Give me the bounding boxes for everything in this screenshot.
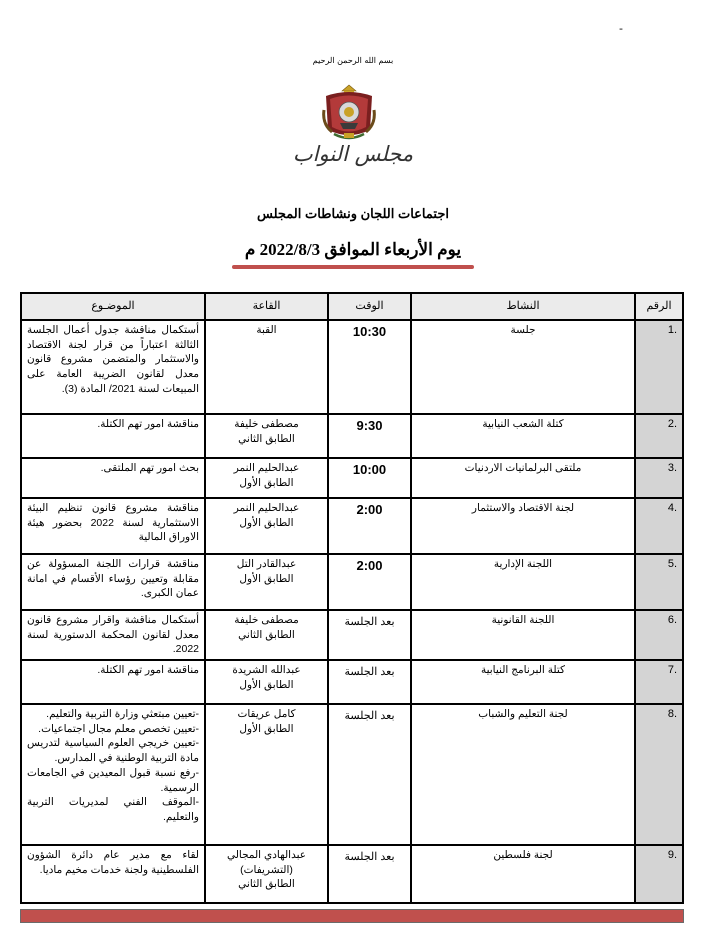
row-number: .9 xyxy=(635,845,683,903)
table-row xyxy=(21,458,683,498)
topic-cell xyxy=(21,458,205,498)
time-cell: 2:00 xyxy=(328,554,411,610)
topic-line: -رفع نسبة قبول المعيدين في الجامعات الرسمية. xyxy=(27,766,199,794)
time-cell: بعد الجلسة xyxy=(328,660,411,704)
topic-cell xyxy=(21,554,205,610)
schedule-table xyxy=(20,292,684,904)
hall-line: الطابق الأول xyxy=(239,678,294,691)
header-hall: القاعة xyxy=(205,293,328,320)
hall-line: كامل عريقات xyxy=(237,708,296,721)
parliament-logo-text: مجلس النواب xyxy=(292,142,414,166)
topic-line: مناقشة امور تهم الكتلة. xyxy=(97,664,199,677)
header-time: الوقت xyxy=(328,293,411,320)
activity-cell: كتلة الشعب النيابية xyxy=(411,414,635,458)
hall-line: عبدالله الشريدة xyxy=(232,664,301,677)
activity-cell: لجنة التعليم والشباب xyxy=(411,704,635,845)
topic-line: أستكمال مناقشة جدول أعمال الجلسة الثالثة اعتباراً من قرار لجنة الاقتصاد والاستثمار والمتضمن مشروع قانون معدل لقانون الضريبة العامة على المبيعات لسنة 2021/ المادة (3). xyxy=(27,324,199,395)
hall-line: الطابق الأول xyxy=(239,476,294,489)
topic-line: -تعيين تخصص معلم مجال اجتماعيات. xyxy=(38,722,199,735)
topic-cell xyxy=(21,320,205,414)
hall-line: الطابق الثاني xyxy=(238,628,295,641)
topic-cell xyxy=(21,414,205,458)
activity-cell: لجنة فلسطين xyxy=(411,845,635,903)
hall-line: الطابق الأول xyxy=(239,516,294,529)
hall-cell xyxy=(205,845,328,903)
date-heading: يوم الأربعاء الموافق 2022/8/3 م xyxy=(244,240,462,259)
corner-mark: - xyxy=(619,22,623,35)
activity-cell: ملتقى البرلمانيات الاردنيات xyxy=(411,458,635,498)
topic-cell xyxy=(21,845,205,903)
row-number: .5 xyxy=(635,554,683,610)
topic-line: -تعيين مبتعثي وزارة التربية والتعليم. xyxy=(46,708,199,721)
topic-line: -الموقف الفني لمديريات التربية والتعليم. xyxy=(27,796,199,823)
hall-cell xyxy=(205,610,328,660)
time-cell: بعد الجلسة xyxy=(328,704,411,845)
hall-cell xyxy=(205,320,328,414)
table-row xyxy=(21,554,683,610)
hall-cell xyxy=(205,458,328,498)
hall-line: الطابق الأول xyxy=(239,722,294,735)
table-row xyxy=(21,320,683,414)
table-row xyxy=(21,610,683,660)
activity-cell: جلسة xyxy=(411,320,635,414)
topic-line: مناقشة مشروع قانون تنظيم البيئة الاستثمارية لسنة 2022 بحضور هيئة الاوراق المالية xyxy=(27,502,199,544)
hall-cell xyxy=(205,554,328,610)
table-row xyxy=(21,660,683,704)
table-row xyxy=(21,704,683,845)
time-cell: 10:30 xyxy=(328,320,411,414)
time-cell: 2:00 xyxy=(328,498,411,554)
header-topic: الموضـوع xyxy=(21,293,205,320)
hall-line: عبدالحليم النمر xyxy=(233,462,300,474)
hall-line: مصطفى خليفة xyxy=(234,614,299,626)
title-underline xyxy=(232,265,474,269)
topic-line: -تعيين خريجي العلوم السياسية لتدريس مادة التربية الوطنية في المدارس. xyxy=(27,737,199,765)
topic-cell xyxy=(21,498,205,554)
topic-cell xyxy=(21,704,205,845)
activity-cell: كتلة البرنامج النيابية xyxy=(411,660,635,704)
table-row xyxy=(21,845,683,903)
activity-cell: لجنة الاقتصاد والاستثمار xyxy=(411,498,635,554)
row-number: .2 xyxy=(635,414,683,458)
basmala: بسم الله الرحمن الرحيم xyxy=(312,56,394,65)
topic-cell xyxy=(21,660,205,704)
time-cell: بعد الجلسة xyxy=(328,610,411,660)
row-number: .3 xyxy=(635,458,683,498)
time-cell: بعد الجلسة xyxy=(328,845,411,903)
hall-line: الطابق الأول xyxy=(239,572,294,585)
hall-line: الطابق الثاني xyxy=(238,432,295,445)
document-title: اجتماعات اللجان ونشاطات المجلس xyxy=(257,206,449,221)
table-row xyxy=(21,414,683,458)
hall-line: القبة xyxy=(256,324,277,336)
row-number: .1 xyxy=(635,320,683,414)
row-number: .8 xyxy=(635,704,683,845)
row-number: .7 xyxy=(635,660,683,704)
jordan-coat-of-arms-icon xyxy=(318,82,380,144)
footer-bar xyxy=(20,909,684,923)
hall-line: عبدالحليم النمر xyxy=(233,502,300,514)
hall-cell xyxy=(205,498,328,554)
activity-cell: اللجنة القانونية xyxy=(411,610,635,660)
header-activity: النشاط xyxy=(411,293,635,320)
topic-line: لقاء مع مدير عام دائرة الشؤون الفلسطينية ولجنة خدمات مخيم ماديا. xyxy=(27,849,199,876)
topic-line: أستكمال مناقشة واقرار مشروع قانون معدل لقانون المحكمة الدستورية لسنة 2022. xyxy=(27,614,199,656)
hall-cell xyxy=(205,414,328,458)
row-number: .4 xyxy=(635,498,683,554)
table-header-row xyxy=(21,293,683,320)
topic-line: بحث امور تهم الملتقى. xyxy=(100,462,199,474)
hall-cell xyxy=(205,660,328,704)
time-cell: 9:30 xyxy=(328,414,411,458)
hall-line: (التشريفات) xyxy=(240,863,293,876)
hall-line: عبدالقادر التل xyxy=(236,558,297,570)
hall-cell xyxy=(205,704,328,845)
hall-line: عبدالهادي المجالي xyxy=(226,849,307,862)
activity-cell: اللجنة الإدارية xyxy=(411,554,635,610)
topic-line: مناقشة قرارات اللجنة المسؤولة عن مقابلة وتعيين رؤساء الأقسام في امانة عمان الكبرى. xyxy=(27,558,199,600)
row-number: .6 xyxy=(635,610,683,660)
hall-line: الطابق الثاني xyxy=(238,878,295,891)
hall-line: مصطفى خليفة xyxy=(234,418,299,430)
topic-cell xyxy=(21,610,205,660)
table-row xyxy=(21,498,683,554)
time-cell: 10:00 xyxy=(328,458,411,498)
header-number: الرقم xyxy=(635,293,683,320)
topic-line: مناقشة امور تهم الكتلة. xyxy=(97,418,199,430)
